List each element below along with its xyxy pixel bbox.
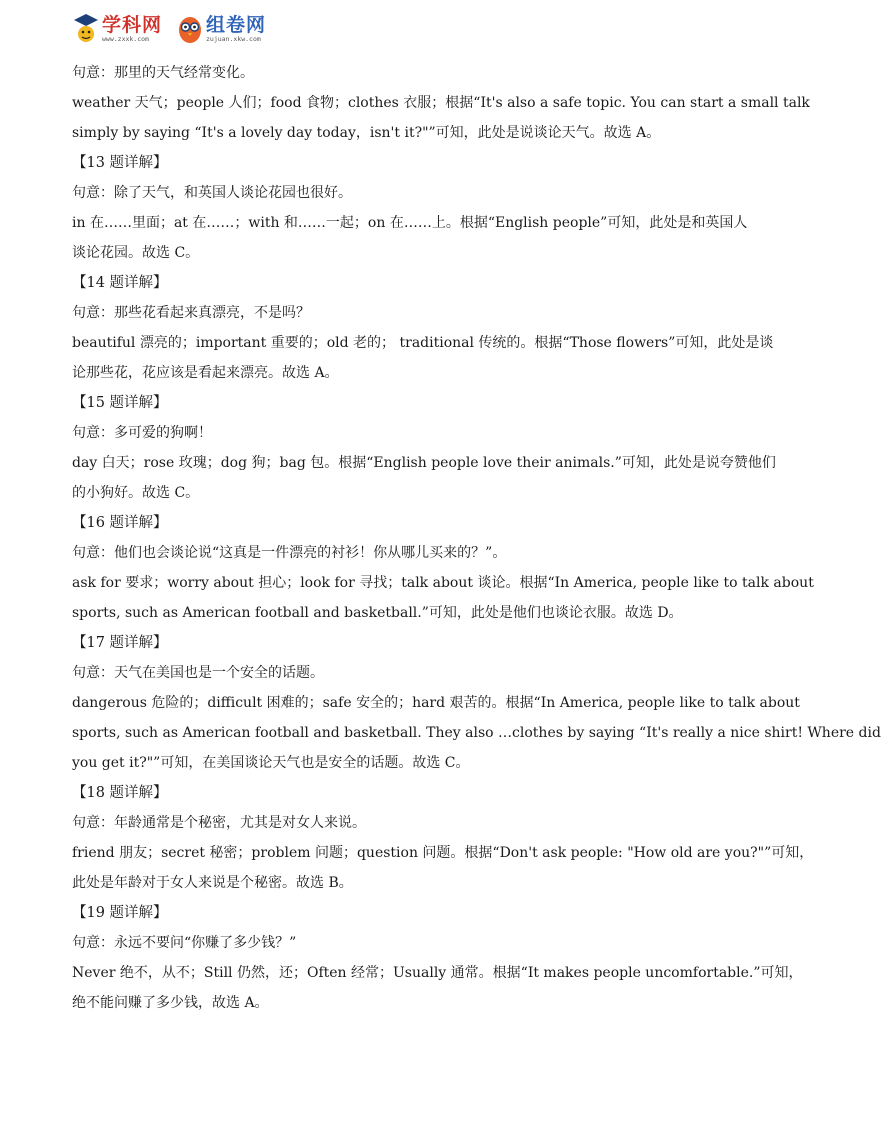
explanation-line: weather 天气；people 人们；food 食物；clothes 衣服；根据“It's also a safe topic. You can start a small talk xyxy=(72,95,810,111)
explanation-line: sports, such as American football and basketball.”可知，此处是他们也谈论衣服。故选 D。 xyxy=(72,605,683,621)
logo1-title: 学科网 xyxy=(102,14,163,36)
logo2-title: 组卷网 xyxy=(206,14,267,36)
explanation-line: sports, such as American football and basketball. They also …clothes by saying “It's really a nice shirt! Where did xyxy=(72,725,881,741)
explanation-line: you get it?"”可知，在美国谈论天气也是安全的话题。故选 C。 xyxy=(72,755,470,771)
owl-mascot-icon xyxy=(176,10,204,46)
logo2-url: zujuan.xkw.com xyxy=(206,35,261,43)
zxxk-logo xyxy=(72,8,172,48)
answer-explanations xyxy=(72,58,881,1018)
zujuan-logo xyxy=(176,8,286,48)
explanation-line: 句意：那里的天气经常变化。 xyxy=(72,65,254,81)
explanation-line: 谈论花园。故选 C。 xyxy=(72,245,200,261)
explanation-line: day 白天；rose 玫瑰；dog 狗；bag 包。根据“English people love their animals.”可知，此处是说夸赞他们 xyxy=(72,455,776,471)
explanation-line: 句意：多可爱的狗啊！ xyxy=(72,425,212,441)
logo1-url: www.zxxk.com xyxy=(102,35,149,43)
page-header xyxy=(72,8,292,50)
question-heading: 【15 题详解】 xyxy=(72,395,168,411)
explanation-line: 句意：永远不要问“你赚了多少钱？” xyxy=(72,935,297,951)
explanation-line: beautiful 漂亮的；important 重要的；old 老的； traditional 传统的。根据“Those flowers”可知，此处是谈 xyxy=(72,335,774,351)
explanation-line: 论那些花，花应该是看起来漂亮。故选 A。 xyxy=(72,365,339,381)
question-heading: 【17 题详解】 xyxy=(72,635,168,651)
explanation-line: 句意：天气在美国也是一个安全的话题。 xyxy=(72,665,324,681)
explanation-line: 句意：除了天气，和英国人谈论花园也很好。 xyxy=(72,185,352,201)
explanation-line: in 在……里面；at 在……；with 和……一起；on 在……上。根据“English people”可知，此处是和英国人 xyxy=(72,215,748,231)
explanation-line: friend 朋友；secret 秘密；problem 问题；question 问题。根据“Don't ask people: "How old are you?"”可知， xyxy=(72,845,814,861)
explanation-line: 句意：那些花看起来真漂亮，不是吗？ xyxy=(72,305,310,321)
question-heading: 【19 题详解】 xyxy=(72,905,168,921)
explanation-line: 句意：他们也会谈论说“这真是一件漂亮的衬衫！你从哪儿买来的？”。 xyxy=(72,545,507,561)
explanation-line: dangerous 危险的；difficult 困难的；safe 安全的；hard 艰苦的。根据“In America, people like to talk about xyxy=(72,695,800,711)
explanation-line: 此处是年龄对于女人来说是个秘密。故选 B。 xyxy=(72,875,353,891)
graduate-cap-icon xyxy=(72,10,100,46)
question-heading: 【13 题详解】 xyxy=(72,155,168,171)
question-heading: 【14 题详解】 xyxy=(72,275,168,291)
explanation-line: 句意：年龄通常是个秘密，尤其是对女人来说。 xyxy=(72,815,366,831)
question-heading: 【16 题详解】 xyxy=(72,515,168,531)
explanation-line: simply by saying “It's a lovely day today，isn't it?"”可知，此处是说谈论天气。故选 A。 xyxy=(72,125,661,141)
explanation-line: 的小狗好。故选 C。 xyxy=(72,485,200,501)
explanation-line: ask for 要求；worry about 担心；look for 寻找；talk about 谈论。根据“In America, people like to talk about xyxy=(72,575,814,591)
explanation-line: Never 绝不，从不；Still 仍然，还；Often 经常；Usually 通常。根据“It makes people uncomfortable.”可知， xyxy=(72,965,803,981)
explanation-line: 绝不能问赚了多少钱，故选 A。 xyxy=(72,995,269,1011)
question-heading: 【18 题详解】 xyxy=(72,785,168,801)
